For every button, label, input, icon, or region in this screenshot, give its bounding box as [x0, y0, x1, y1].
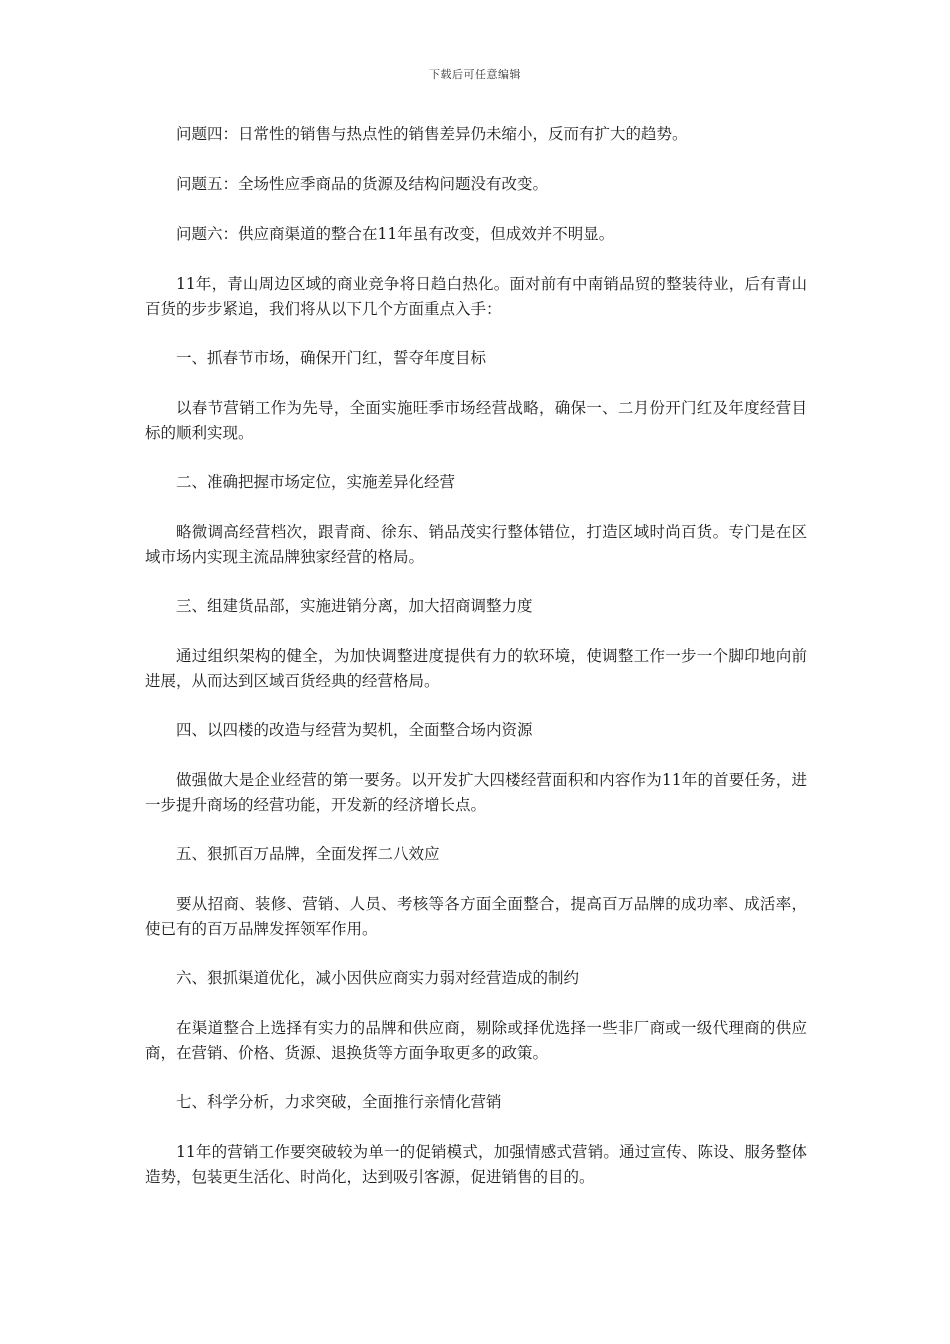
paragraph-intro: 11年，青山周边区域的商业竞争将日趋白热化。面对前有中南销品贸的整装待业，后有青山百货的步步紧追，我们将从以下几个方面重点入手： [145, 275, 807, 318]
heading-section-4: 四、以四楼的改造与经营为契机，全面整合场内资源 [176, 721, 533, 739]
document-body [145, 122, 807, 1214]
heading-section-6: 六、狠抓渠道优化，减小因供应商实力弱对经营造成的制约 [176, 969, 580, 987]
heading-section-3: 三、组建货品部，实施进销分离，加大招商调整力度 [176, 597, 533, 615]
heading-section-7: 七、科学分析，力求突破，全面推行亲情化营销 [176, 1093, 502, 1111]
paragraph-section-3: 通过组织架构的健全，为加快调整进度提供有力的软环境，使调整工作一步一个脚印地向前进展，从而达到区域百货经典的经营格局。 [145, 647, 807, 690]
heading-section-5: 五、狠抓百万品牌，全面发挥二八效应 [176, 845, 440, 863]
heading-section-1: 一、抓春节市场，确保开门红，誓夺年度目标 [176, 349, 487, 367]
paragraph-section-1: 以春节营销工作为先导，全面实施旺季市场经营战略，确保一、二月份开门红及年度经营目标的顺利实现。 [145, 399, 807, 442]
paragraph-section-6: 在渠道整合上选择有实力的品牌和供应商，剔除或择优选择一些非厂商或一级代理商的供应商，在营销、价格、货源、退换货等方面争取更多的政策。 [145, 1019, 807, 1062]
paragraph-section-2: 略微调高经营档次，跟青商、徐东、销品茂实行整体错位，打造区域时尚百货。专门是在区域市场内实现主流品牌独家经营的格局。 [145, 523, 807, 566]
paragraph-section-5: 要从招商、装修、营销、人员、考核等各方面全面整合，提高百万品牌的成功率、成活率，使已有的百万品牌发挥领军作用。 [145, 895, 807, 938]
paragraph-issue-5: 问题五：全场性应季商品的货源及结构问题没有改变。 [176, 175, 549, 193]
paragraph-section-4: 做强做大是企业经营的第一要务。以开发扩大四楼经营面积和内容作为11年的首要任务，进一步提升商场的经营功能，开发新的经济增长点。 [145, 771, 807, 814]
paragraph-issue-6: 问题六：供应商渠道的整合在11年虽有改变，但成效并不明显。 [176, 225, 615, 243]
paragraph-section-7: 11年的营销工作要突破较为单一的促销模式，加强情感式营销。通过宣传、陈设、服务整体造势，包装更生活化、时尚化，达到吸引客源，促进销售的目的。 [145, 1143, 807, 1186]
heading-section-2: 二、准确把握市场定位，实施差异化经营 [176, 473, 456, 491]
page-header: 下载后可任意编辑 [429, 68, 521, 81]
paragraph-issue-4: 问题四：日常性的销售与热点性的销售差异仍未缩小，反而有扩大的趋势。 [176, 125, 688, 143]
